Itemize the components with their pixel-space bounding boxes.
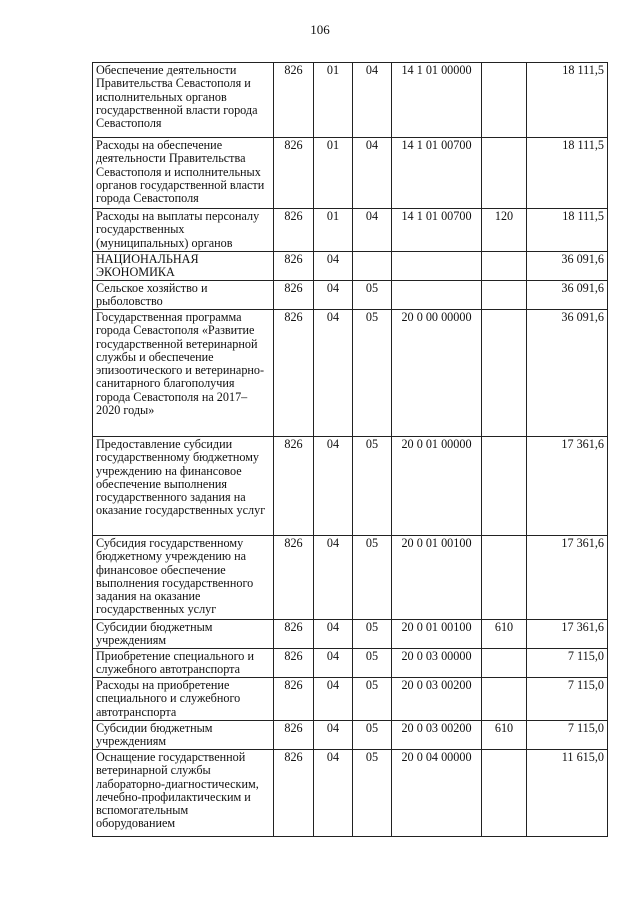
cell-grbs: 826 (274, 678, 314, 721)
cell-name: Предоставление субсидии государственному бюджетному учреждению на финансовое обеспечение выполнения государственного задания на оказание государственных услуг (93, 437, 274, 536)
cell-subsection: 05 (353, 281, 392, 310)
cell-name: Субсидия государственному бюджетному учреждению на финансовое обеспечение выполнения государственного задания на оказание государственных услуг (93, 536, 274, 620)
cell-amount: 18 111,5 (527, 63, 608, 138)
cell-target-article: 20 0 03 00200 (392, 678, 482, 721)
cell-target-article: 20 0 03 00200 (392, 721, 482, 750)
cell-amount: 7 115,0 (527, 678, 608, 721)
cell-subsection: 05 (353, 721, 392, 750)
cell-grbs: 826 (274, 63, 314, 138)
cell-target-article (392, 252, 482, 281)
table-row (93, 209, 608, 252)
cell-section: 04 (314, 750, 353, 837)
table-row (93, 721, 608, 750)
cell-expense-type (482, 63, 527, 138)
cell-subsection: 05 (353, 750, 392, 837)
cell-subsection: 04 (353, 63, 392, 138)
cell-name: Субсидии бюджетным учреждениям (93, 620, 274, 649)
cell-target-article: 20 0 03 00000 (392, 649, 482, 678)
table-row (93, 750, 608, 837)
cell-expense-type: 610 (482, 620, 527, 649)
cell-expense-type: 120 (482, 209, 527, 252)
cell-section: 04 (314, 620, 353, 649)
cell-expense-type (482, 649, 527, 678)
table-row (93, 310, 608, 437)
cell-name: Расходы на обеспечение деятельности Правительства Севастополя и исполнительных органов государственной власти города Севастополя (93, 138, 274, 209)
cell-target-article: 14 1 01 00700 (392, 209, 482, 252)
cell-expense-type (482, 536, 527, 620)
cell-name: Расходы на приобретение специального и служебного автотранспорта (93, 678, 274, 721)
cell-target-article: 14 1 01 00700 (392, 138, 482, 209)
budget-table (92, 62, 608, 837)
table-row (93, 437, 608, 536)
cell-target-article: 20 0 01 00000 (392, 437, 482, 536)
cell-grbs: 826 (274, 138, 314, 209)
cell-expense-type (482, 252, 527, 281)
cell-expense-type (482, 678, 527, 721)
cell-grbs: 826 (274, 281, 314, 310)
cell-amount: 11 615,0 (527, 750, 608, 837)
cell-subsection: 05 (353, 310, 392, 437)
table-row (93, 281, 608, 310)
cell-subsection: 05 (353, 536, 392, 620)
cell-subsection: 04 (353, 209, 392, 252)
table-row (93, 252, 608, 281)
cell-subsection: 05 (353, 649, 392, 678)
cell-grbs: 826 (274, 649, 314, 678)
cell-section: 01 (314, 209, 353, 252)
cell-name: Расходы на выплаты персоналу государственных (муниципальных) органов (93, 209, 274, 252)
cell-target-article (392, 281, 482, 310)
cell-section: 04 (314, 721, 353, 750)
cell-amount: 18 111,5 (527, 138, 608, 209)
cell-target-article: 20 0 01 00100 (392, 536, 482, 620)
cell-amount: 17 361,6 (527, 620, 608, 649)
cell-amount: 17 361,6 (527, 437, 608, 536)
table-row (93, 620, 608, 649)
cell-section: 01 (314, 138, 353, 209)
cell-target-article: 20 0 01 00100 (392, 620, 482, 649)
cell-expense-type (482, 750, 527, 837)
cell-grbs: 826 (274, 750, 314, 837)
cell-amount: 36 091,6 (527, 252, 608, 281)
table-row (93, 63, 608, 138)
cell-subsection (353, 252, 392, 281)
cell-subsection: 04 (353, 138, 392, 209)
cell-grbs: 826 (274, 437, 314, 536)
cell-amount: 7 115,0 (527, 649, 608, 678)
cell-name: Субсидии бюджетным учреждениям (93, 721, 274, 750)
cell-section: 04 (314, 252, 353, 281)
cell-subsection: 05 (353, 620, 392, 649)
table-row (93, 649, 608, 678)
cell-grbs: 826 (274, 721, 314, 750)
page-number: 106 (310, 22, 330, 37)
cell-amount: 36 091,6 (527, 281, 608, 310)
cell-expense-type (482, 281, 527, 310)
cell-section: 04 (314, 649, 353, 678)
cell-name: Приобретение специального и служебного автотранспорта (93, 649, 274, 678)
cell-grbs: 826 (274, 209, 314, 252)
table-row (93, 138, 608, 209)
cell-grbs: 826 (274, 536, 314, 620)
cell-section: 04 (314, 536, 353, 620)
cell-expense-type (482, 138, 527, 209)
cell-section: 04 (314, 678, 353, 721)
cell-expense-type (482, 437, 527, 536)
cell-amount: 7 115,0 (527, 721, 608, 750)
cell-name: Обеспечение деятельности Правительства Севастополя и исполнительных органов государственной власти города Севастополя (93, 63, 274, 138)
cell-grbs: 826 (274, 252, 314, 281)
cell-amount: 36 091,6 (527, 310, 608, 437)
cell-section: 04 (314, 310, 353, 437)
cell-section: 04 (314, 281, 353, 310)
cell-section: 04 (314, 437, 353, 536)
cell-subsection: 05 (353, 437, 392, 536)
cell-target-article: 20 0 04 00000 (392, 750, 482, 837)
cell-amount: 18 111,5 (527, 209, 608, 252)
cell-grbs: 826 (274, 310, 314, 437)
cell-target-article: 14 1 01 00000 (392, 63, 482, 138)
cell-amount: 17 361,6 (527, 536, 608, 620)
cell-section: 01 (314, 63, 353, 138)
table-row (93, 678, 608, 721)
cell-name: Оснащение государственной ветеринарной службы лабораторно-диагностическим, лечебно-профилактическим и вспомогательным оборудованием (93, 750, 274, 837)
cell-name: Государственная программа города Севастополя «Развитие государственной ветеринарной службы и обеспечение эпизоотического и ветеринарно-санитарного благополучия города Севастополя на 2017–2020 годы» (93, 310, 274, 437)
cell-name: НАЦИОНАЛЬНАЯ ЭКОНОМИКА (93, 252, 274, 281)
cell-subsection: 05 (353, 678, 392, 721)
cell-name: Сельское хозяйство и рыболовство (93, 281, 274, 310)
cell-expense-type (482, 310, 527, 437)
cell-grbs: 826 (274, 620, 314, 649)
table-row (93, 536, 608, 620)
cell-expense-type: 610 (482, 721, 527, 750)
cell-target-article: 20 0 00 00000 (392, 310, 482, 437)
